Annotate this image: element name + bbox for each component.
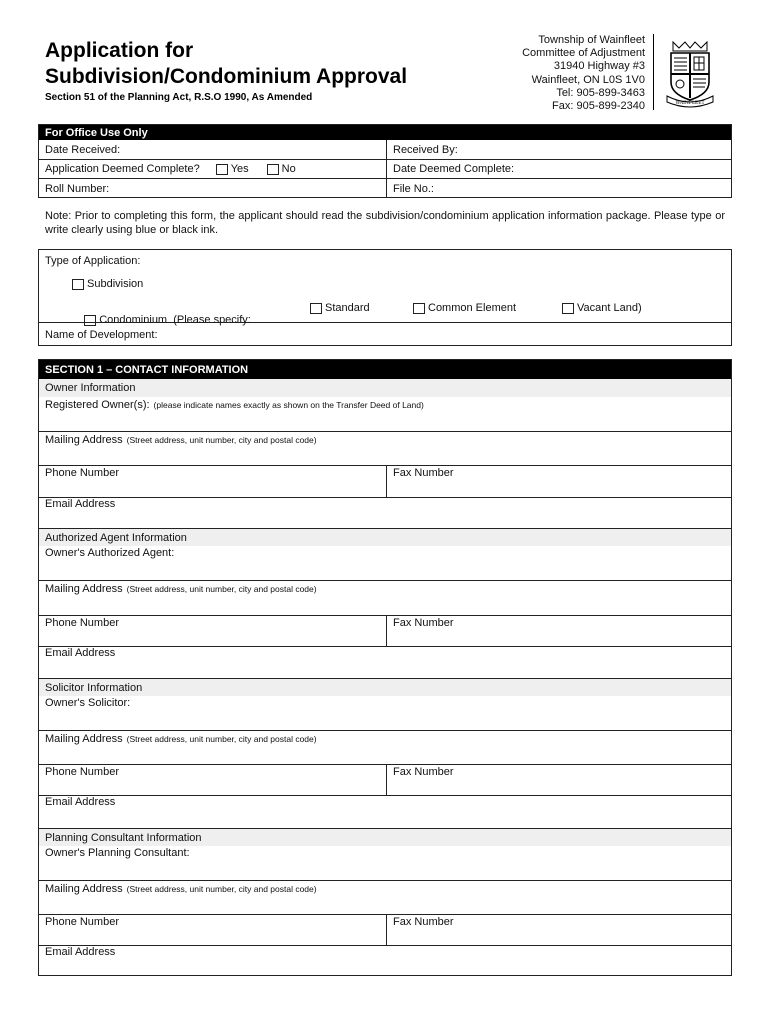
agent-email-field[interactable]	[39, 646, 731, 678]
solicitor-fax-field[interactable]	[386, 765, 731, 795]
condominium-label: Condominium (Please specify:	[99, 314, 251, 326]
solicitor-email-field[interactable]	[39, 795, 731, 828]
mailing-address-label: Mailing Address	[45, 733, 123, 745]
common-element-option	[413, 302, 516, 314]
phone-label: Phone Number	[45, 916, 119, 928]
mailing-address-hint: (Street address, unit number, city and postal code)	[126, 584, 317, 594]
email-label: Email Address	[45, 498, 116, 510]
consultant-info-heading	[39, 828, 731, 846]
agent-phone-field[interactable]	[45, 617, 380, 629]
no-checkbox[interactable]	[267, 164, 279, 175]
page-title	[45, 38, 407, 90]
roll-number-label: Roll Number:	[45, 182, 110, 195]
registered-owner-hint: (please indicate names exactly as shown on the Transfer Deed of Land)	[153, 400, 424, 410]
type-of-application-label: Type of Application:	[45, 255, 141, 267]
township-crest-logo	[663, 38, 717, 108]
received-by-field[interactable]	[386, 140, 731, 159]
date-received-field[interactable]	[39, 140, 386, 159]
deemed-complete-label: Application Deemed Complete?	[45, 163, 200, 175]
subdivision-label: Subdivision	[87, 278, 144, 290]
office-row-1	[39, 140, 731, 159]
agent-label: Owner's Authorized Agent:	[45, 547, 175, 559]
header-divider	[653, 34, 654, 110]
yes-checkbox[interactable]	[216, 164, 228, 175]
agent-mailing-address-field[interactable]	[39, 580, 731, 615]
mailing-address-hint: (Street address, unit number, city and postal code)	[126, 884, 317, 894]
section1-heading: SECTION 1 – CONTACT INFORMATION	[39, 360, 731, 379]
email-label: Email Address	[45, 946, 116, 958]
date-deemed-complete-field[interactable]	[386, 160, 731, 178]
agent-name-field[interactable]	[39, 546, 731, 580]
section1-box	[38, 359, 732, 976]
solicitor-mailing-address-field[interactable]	[39, 730, 731, 764]
fax-label: Fax Number	[393, 617, 454, 629]
owner-email-field[interactable]	[39, 497, 731, 528]
mailing-address-hint: (Street address, unit number, city and postal code)	[126, 435, 317, 445]
agent-phone-fax-row	[39, 615, 731, 646]
fax-label: Fax Number	[393, 766, 454, 778]
office-row-3	[39, 178, 731, 198]
vacant-land-label: Vacant Land)	[577, 302, 642, 314]
svg-text:WAINFLEET: WAINFLEET	[675, 101, 705, 106]
title-line-2: Subdivision/Condominium Approval	[45, 65, 408, 88]
consultant-mailing-address-field[interactable]	[39, 880, 731, 914]
standard-checkbox[interactable]	[310, 303, 322, 314]
no-label: No	[281, 163, 296, 175]
date-received-label: Date Received:	[45, 143, 121, 156]
file-no-label: File No.:	[393, 182, 434, 195]
subdivision-option	[72, 278, 143, 290]
consultant-name-field[interactable]	[39, 846, 731, 880]
address-line: Wainfleet, ON L0S 1V0	[531, 73, 645, 86]
registered-owner-label: Registered Owner(s):	[45, 399, 150, 411]
email-label: Email Address	[45, 647, 116, 659]
standard-option	[310, 302, 370, 314]
deemed-complete-field	[39, 160, 386, 178]
subdivision-checkbox[interactable]	[72, 279, 84, 290]
mailing-address-hint: (Street address, unit number, city and postal code)	[126, 734, 317, 744]
date-deemed-complete-label: Date Deemed Complete:	[393, 163, 515, 175]
agent-info-label: Authorized Agent Information	[45, 531, 187, 544]
consultant-email-field[interactable]	[39, 945, 731, 976]
phone-label: Phone Number	[45, 617, 119, 629]
solicitor-info-heading	[39, 678, 731, 696]
mailing-address-label: Mailing Address	[45, 583, 123, 595]
address-line: 31940 Highway #3	[553, 60, 645, 73]
received-by-label: Received By:	[393, 143, 458, 156]
consultant-label: Owner's Planning Consultant:	[45, 847, 190, 859]
common-element-checkbox[interactable]	[413, 303, 425, 314]
solicitor-info-label: Solicitor Information	[45, 681, 143, 694]
consultant-phone-field[interactable]	[45, 916, 380, 928]
agent-info-heading	[39, 528, 731, 546]
owner-info-heading	[39, 379, 731, 397]
common-element-label: Common Element	[428, 302, 517, 314]
instructions-note: Note: Prior to completing this form, the applicant should read the subdivision/condominium application information package. Please type or write clearly using blue or black ink.	[45, 210, 725, 236]
office-row-2	[39, 159, 731, 178]
phone-label: Phone Number	[45, 467, 119, 479]
owner-phone-field[interactable]	[45, 467, 380, 479]
consultant-fax-field[interactable]	[386, 915, 731, 945]
address-line: Township of Wainfleet	[538, 34, 645, 46]
file-no-field[interactable]	[386, 179, 731, 198]
name-of-development-field[interactable]	[39, 322, 731, 346]
fax-label: Fax Number	[393, 467, 454, 479]
standard-label: Standard	[325, 302, 370, 314]
solicitor-name-field[interactable]	[39, 696, 731, 730]
owner-fax-field[interactable]	[386, 466, 731, 497]
email-label: Email Address	[45, 796, 116, 808]
solicitor-phone-field[interactable]	[45, 766, 380, 778]
solicitor-phone-fax-row	[39, 764, 731, 795]
township-address	[522, 34, 645, 113]
solicitor-label: Owner's Solicitor:	[45, 697, 131, 709]
address-line: Fax: 905-899-2340	[552, 100, 645, 113]
mailing-address-label: Mailing Address	[45, 434, 123, 446]
agent-fax-field[interactable]	[386, 616, 731, 646]
mailing-address-label: Mailing Address	[45, 883, 123, 895]
address-line: Committee of Adjustment	[522, 47, 645, 60]
office-use-box	[38, 124, 732, 198]
registered-owner-field[interactable]	[39, 397, 731, 431]
roll-number-field[interactable]	[39, 179, 386, 198]
title-line-1: Application for	[45, 39, 194, 62]
consultant-phone-fax-row	[39, 914, 731, 945]
owner-info-label: Owner Information	[45, 382, 136, 394]
owner-phone-fax-row	[39, 465, 731, 497]
phone-label: Phone Number	[45, 766, 119, 778]
office-use-heading: For Office Use Only	[39, 125, 731, 140]
owner-mailing-address-field[interactable]	[39, 431, 731, 465]
address-line: Tel: 905-899-3463	[556, 86, 645, 99]
name-of-development-label: Name of Development:	[45, 328, 158, 341]
vacant-land-option	[562, 302, 642, 314]
fax-label: Fax Number	[393, 916, 454, 928]
page-subtitle: Section 51 of the Planning Act, R.S.O 1990, As Amended	[45, 92, 313, 103]
consultant-info-label: Planning Consultant Information	[45, 831, 202, 844]
vacant-land-checkbox[interactable]	[562, 303, 574, 314]
application-type-box	[38, 249, 732, 346]
yes-label: Yes	[230, 163, 249, 175]
